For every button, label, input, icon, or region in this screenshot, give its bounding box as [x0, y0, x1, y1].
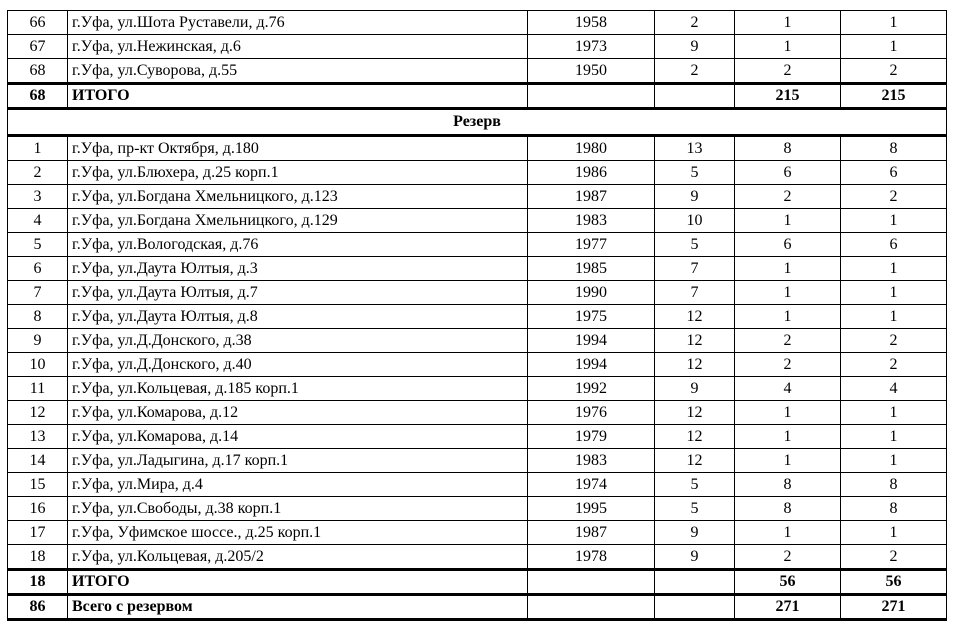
- row-year: 1990: [528, 281, 655, 305]
- total-value-b: 215: [841, 84, 947, 109]
- row-floors: 12: [655, 449, 735, 473]
- table-body: [8, 11, 947, 620]
- table-row: [8, 449, 947, 473]
- total-label: ИТОГО: [68, 570, 528, 595]
- total-label: ИТОГО: [68, 84, 528, 109]
- row-number: 66: [8, 11, 68, 35]
- row-floors: 9: [655, 377, 735, 401]
- empty-cell: [528, 570, 655, 595]
- row-value-a: 2: [735, 545, 841, 570]
- row-address: г.Уфа, ул.Шота Руставели, д.76: [68, 11, 528, 35]
- row-value-b: 1: [841, 401, 947, 425]
- row-value-a: 1: [735, 281, 841, 305]
- row-value-a: 2: [735, 59, 841, 84]
- row-year: 1985: [528, 257, 655, 281]
- row-value-b: 1: [841, 305, 947, 329]
- row-address: г.Уфа, ул.Свободы, д.38 корп.1: [68, 497, 528, 521]
- row-year: 1977: [528, 233, 655, 257]
- table-row: [8, 161, 947, 185]
- row-floors: 10: [655, 209, 735, 233]
- empty-cell: [655, 570, 735, 595]
- row-value-a: 2: [735, 329, 841, 353]
- row-address: г.Уфа, ул.Даута Юлтыя, д.3: [68, 257, 528, 281]
- row-address: г.Уфа, ул.Кольцевая, д.205/2: [68, 545, 528, 570]
- total-value-a: 215: [735, 84, 841, 109]
- table-row: [8, 11, 947, 35]
- table-row: [8, 185, 947, 209]
- row-year: 1958: [528, 11, 655, 35]
- row-year: 1976: [528, 401, 655, 425]
- row-floors: 7: [655, 281, 735, 305]
- row-value-b: 1: [841, 257, 947, 281]
- row-year: 1975: [528, 305, 655, 329]
- row-value-b: 8: [841, 473, 947, 497]
- row-address: г.Уфа, Уфимское шоссе., д.25 корп.1: [68, 521, 528, 545]
- total-value-b: 271: [841, 595, 947, 620]
- row-value-a: 1: [735, 521, 841, 545]
- row-year: 1987: [528, 185, 655, 209]
- row-number: 17: [8, 521, 68, 545]
- row-floors: 2: [655, 59, 735, 84]
- row-address: г.Уфа, ул.Вологодская, д.76: [68, 233, 528, 257]
- row-address: г.Уфа, ул.Даута Юлтыя, д.8: [68, 305, 528, 329]
- row-number: 7: [8, 281, 68, 305]
- row-value-b: 4: [841, 377, 947, 401]
- row-number: 12: [8, 401, 68, 425]
- row-year: 1974: [528, 473, 655, 497]
- row-value-b: 6: [841, 233, 947, 257]
- total-number: 18: [8, 570, 68, 595]
- row-value-b: 1: [841, 35, 947, 59]
- row-number: 2: [8, 161, 68, 185]
- row-year: 1979: [528, 425, 655, 449]
- row-floors: 12: [655, 305, 735, 329]
- row-value-a: 6: [735, 233, 841, 257]
- row-address: г.Уфа, ул.Ладыгина, д.17 корп.1: [68, 449, 528, 473]
- row-floors: 12: [655, 353, 735, 377]
- row-floors: 5: [655, 473, 735, 497]
- row-floors: 5: [655, 161, 735, 185]
- row-value-b: 2: [841, 545, 947, 570]
- row-number: 5: [8, 233, 68, 257]
- row-value-b: 8: [841, 136, 947, 161]
- row-number: 67: [8, 35, 68, 59]
- row-value-a: 2: [735, 185, 841, 209]
- row-address: г.Уфа, ул.Комарова, д.14: [68, 425, 528, 449]
- row-floors: 12: [655, 425, 735, 449]
- row-value-b: 2: [841, 329, 947, 353]
- total-value-a: 271: [735, 595, 841, 620]
- row-year: 1978: [528, 545, 655, 570]
- row-year: 1995: [528, 497, 655, 521]
- row-value-a: 8: [735, 136, 841, 161]
- row-address: г.Уфа, ул.Богдана Хмельницкого, д.129: [68, 209, 528, 233]
- row-number: 16: [8, 497, 68, 521]
- row-year: 1950: [528, 59, 655, 84]
- table-row: [8, 521, 947, 545]
- row-year: 1980: [528, 136, 655, 161]
- table-row: [8, 425, 947, 449]
- row-value-b: 1: [841, 281, 947, 305]
- row-value-b: 1: [841, 11, 947, 35]
- empty-cell: [528, 595, 655, 620]
- row-address: г.Уфа, ул.Богдана Хмельницкого, д.123: [68, 185, 528, 209]
- row-floors: 9: [655, 35, 735, 59]
- table-row: [8, 59, 947, 84]
- row-year: 1992: [528, 377, 655, 401]
- row-value-b: 2: [841, 185, 947, 209]
- total-row: [8, 84, 947, 109]
- row-value-b: 2: [841, 59, 947, 84]
- reserve-total-row: [8, 570, 947, 595]
- table-row: [8, 136, 947, 161]
- section-title: Резерв: [8, 109, 947, 136]
- row-year: 1986: [528, 161, 655, 185]
- table-row: [8, 209, 947, 233]
- row-value-a: 1: [735, 209, 841, 233]
- empty-cell: [655, 84, 735, 109]
- row-address: г.Уфа, ул.Д.Донского, д.40: [68, 353, 528, 377]
- table-row: [8, 377, 947, 401]
- row-number: 15: [8, 473, 68, 497]
- row-year: 1973: [528, 35, 655, 59]
- row-number: 4: [8, 209, 68, 233]
- row-address: г.Уфа, ул.Мира, д.4: [68, 473, 528, 497]
- table-row: [8, 233, 947, 257]
- housing-table: [7, 10, 947, 621]
- row-value-a: 1: [735, 257, 841, 281]
- table-row: [8, 329, 947, 353]
- row-value-b: 6: [841, 161, 947, 185]
- row-value-a: 8: [735, 473, 841, 497]
- row-address: г.Уфа, ул.Кольцевая, д.185 корп.1: [68, 377, 528, 401]
- row-value-a: 1: [735, 425, 841, 449]
- section-header-row: [8, 109, 947, 136]
- table-row: [8, 545, 947, 570]
- row-address: г.Уфа, ул.Блюхера, д.25 корп.1: [68, 161, 528, 185]
- row-number: 10: [8, 353, 68, 377]
- row-value-b: 1: [841, 521, 947, 545]
- row-value-b: 1: [841, 449, 947, 473]
- row-number: 68: [8, 59, 68, 84]
- row-value-b: 1: [841, 209, 947, 233]
- row-number: 8: [8, 305, 68, 329]
- row-value-a: 1: [735, 11, 841, 35]
- row-value-a: 1: [735, 401, 841, 425]
- row-year: 1987: [528, 521, 655, 545]
- total-number: 68: [8, 84, 68, 109]
- table-row: [8, 497, 947, 521]
- row-floors: 7: [655, 257, 735, 281]
- row-value-b: 2: [841, 353, 947, 377]
- total-value-b: 56: [841, 570, 947, 595]
- table-row: [8, 473, 947, 497]
- table-row: [8, 35, 947, 59]
- row-year: 1983: [528, 449, 655, 473]
- row-floors: 9: [655, 185, 735, 209]
- row-value-a: 1: [735, 449, 841, 473]
- table-row: [8, 353, 947, 377]
- row-number: 11: [8, 377, 68, 401]
- row-floors: 9: [655, 545, 735, 570]
- row-address: г.Уфа, пр-кт Октября, д.180: [68, 136, 528, 161]
- row-number: 3: [8, 185, 68, 209]
- row-number: 18: [8, 545, 68, 570]
- row-address: г.Уфа, ул.Даута Юлтыя, д.7: [68, 281, 528, 305]
- row-address: г.Уфа, ул.Д.Донского, д.38: [68, 329, 528, 353]
- row-value-a: 1: [735, 305, 841, 329]
- empty-cell: [655, 595, 735, 620]
- row-address: г.Уфа, ул.Суворова, д.55: [68, 59, 528, 84]
- row-address: г.Уфа, ул.Комарова, д.12: [68, 401, 528, 425]
- row-value-b: 8: [841, 497, 947, 521]
- row-floors: 5: [655, 233, 735, 257]
- row-floors: 9: [655, 521, 735, 545]
- row-year: 1983: [528, 209, 655, 233]
- row-year: 1994: [528, 329, 655, 353]
- row-value-a: 6: [735, 161, 841, 185]
- row-number: 6: [8, 257, 68, 281]
- row-year: 1994: [528, 353, 655, 377]
- total-number: 86: [8, 595, 68, 620]
- table-row: [8, 305, 947, 329]
- row-value-a: 2: [735, 353, 841, 377]
- row-value-a: 4: [735, 377, 841, 401]
- table-row: [8, 401, 947, 425]
- row-value-a: 8: [735, 497, 841, 521]
- table-row: [8, 257, 947, 281]
- row-floors: 13: [655, 136, 735, 161]
- table-row: [8, 281, 947, 305]
- grand-total-row: [8, 595, 947, 620]
- total-label: Всего с резервом: [68, 595, 528, 620]
- row-floors: 5: [655, 497, 735, 521]
- row-number: 1: [8, 136, 68, 161]
- row-floors: 2: [655, 11, 735, 35]
- empty-cell: [528, 84, 655, 109]
- row-floors: 12: [655, 401, 735, 425]
- row-address: г.Уфа, ул.Нежинская, д.6: [68, 35, 528, 59]
- row-number: 9: [8, 329, 68, 353]
- row-floors: 12: [655, 329, 735, 353]
- row-value-a: 1: [735, 35, 841, 59]
- total-value-a: 56: [735, 570, 841, 595]
- row-number: 14: [8, 449, 68, 473]
- row-value-b: 1: [841, 425, 947, 449]
- row-number: 13: [8, 425, 68, 449]
